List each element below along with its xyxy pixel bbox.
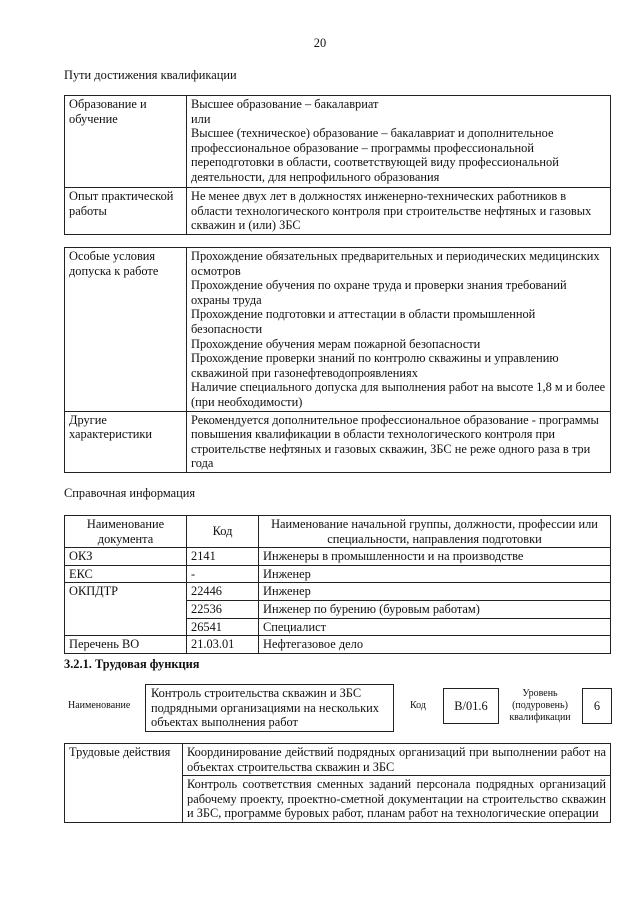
table-cell: 26541: [187, 618, 259, 636]
table-cell: Инженеры в промышленности и на производстве: [259, 548, 611, 566]
reference-heading: Справочная информация: [64, 486, 196, 500]
action-item: Координирование действий подрядных организаций при выполнении работ на объектах строительства скважин и ЗБС: [183, 744, 611, 776]
level-label: Уровень (подуровень) квалификации: [509, 688, 571, 723]
row-label: Другие характеристики: [65, 411, 187, 472]
column-header: Наименование документа: [65, 516, 187, 548]
table-cell: 22536: [187, 600, 259, 618]
column-header: Код: [187, 516, 259, 548]
content-line: Прохождение обязательных предварительных и периодических медицинских осмотров: [191, 249, 600, 278]
table-row: [65, 583, 611, 601]
row-label: Опыт практической работы: [65, 188, 187, 235]
content-line: Прохождение обучения по охране труда и проверки знания требований охраны труда: [191, 278, 567, 307]
table-cell: -: [187, 565, 259, 583]
table-row: [65, 96, 611, 188]
action-item: Контроль соответствия сменных заданий персонала подрядных организаций рабочему проекту, проектно-сметной документации на строительство скважин и ЗБС, программе буровых работ, планам работ на технологические операции: [183, 776, 611, 823]
table-cell: 22446: [187, 583, 259, 601]
table-row: [65, 636, 611, 654]
content-line: Рекомендуется дополнительное профессиональное образование - программы повышения квалификации в области технологического контроля при строительстве нефтяных и газовых скважин, ЗБС не реже одного раза в три года: [191, 412, 599, 471]
column-header: Наименование начальной группы, должности, профессии или специальности, направления подготовки: [259, 516, 611, 548]
row-content: [187, 248, 611, 412]
row-content: [187, 188, 611, 235]
table-row: [65, 565, 611, 583]
table-cell: ОКЗ: [65, 548, 187, 566]
page-number: 20: [313, 36, 327, 50]
table-cell: Перечень ВО: [65, 636, 187, 654]
table-cell: Нефтегазовое дело: [259, 636, 611, 654]
conditions-table: [64, 247, 611, 473]
row-label: Особые условия допуска к работе: [65, 248, 187, 412]
table-header-row: [65, 516, 611, 548]
table-cell: ЕКС: [65, 565, 187, 583]
table-row: [65, 188, 611, 235]
table-cell: Инженер по бурению (буровым работам): [259, 600, 611, 618]
code-value-box: B/01.6: [443, 688, 499, 724]
content-line: Прохождение обучения мерам пожарной безопасности: [191, 336, 481, 351]
reference-table: [64, 515, 611, 654]
content-line: Наличие специального допуска для выполнения работ на высоте 1,8 м и более (при необходимости): [191, 380, 606, 409]
actions-table: [64, 743, 611, 823]
table-row: [65, 744, 611, 776]
table-cell: ОКПДТР: [65, 583, 187, 636]
content-line: Не менее двух лет в должностях инженерно-технических работников в области технологического контроля при строительстве нефтяных и газовых скважин и (или) ЗБС: [191, 189, 592, 233]
section-heading: Пути достижения квалификации: [64, 68, 237, 82]
function-heading: 3.2.1. Трудовая функция: [64, 657, 200, 671]
name-label: Наименование: [68, 700, 131, 711]
content-line: Высшее образование – бакалавриат: [191, 97, 379, 111]
row-label: Образование и обучение: [65, 96, 187, 188]
code-label: Код: [410, 700, 426, 711]
table-row: [65, 548, 611, 566]
row-content: [187, 411, 611, 472]
table-row: [65, 411, 611, 472]
function-name-box: Контроль строительства скважин и ЗБС подрядными организациями на нескольких объектах выполнения работ: [145, 684, 394, 732]
table-cell: Инженер: [259, 565, 611, 583]
table-cell: Специалист: [259, 618, 611, 636]
table-cell: 21.03.01: [187, 636, 259, 654]
row-label: Трудовые действия: [65, 744, 183, 823]
table-cell: Инженер: [259, 583, 611, 601]
qualification-table: [64, 95, 611, 235]
table-cell: 2141: [187, 548, 259, 566]
level-value-box: 6: [582, 688, 612, 724]
content-line: Прохождение проверки знаний по контролю скважины и управлению скважиной при газонефтеводопроявлениях: [191, 351, 559, 380]
table-row: [65, 248, 611, 412]
content-line: Прохождение подготовки и аттестации в области промышленной безопасности: [191, 307, 536, 336]
row-content: [187, 96, 611, 188]
content-line: Высшее (техническое) образование – бакалавриат и дополнительное профессиональное образование – программы профессиональной переподготовки в области, соответствующей виду профессиональной деятельности, для непрофильного образования: [191, 126, 559, 184]
content-line: или: [191, 111, 211, 126]
